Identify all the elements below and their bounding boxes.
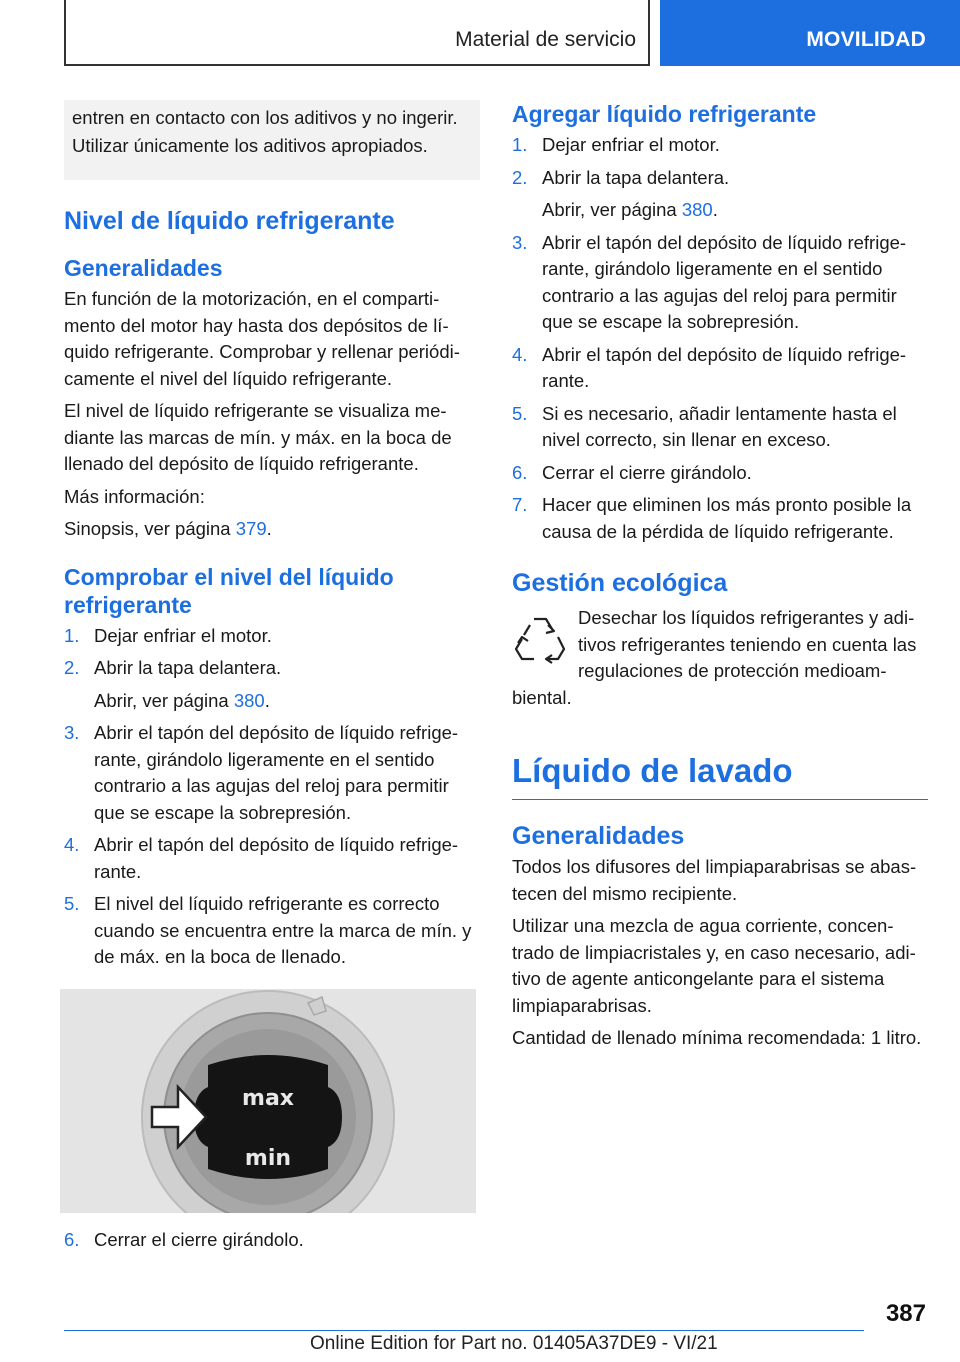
step-number: 6. <box>512 461 528 483</box>
step-number: 1. <box>512 134 528 155</box>
page-link-380[interactable]: 380 <box>681 199 713 220</box>
list-item: 5. Si es necesario, añadir lentamente hasta el nivel correcto, sin llenar en exceso. <box>512 402 897 450</box>
max-mark-label: max <box>242 1085 294 1111</box>
step-number: 5. <box>64 893 80 914</box>
list-item: 6. Cerrar el cierre girándolo. <box>64 1227 480 1254</box>
paragraph: Utilizar una mezcla de agua corriente, concentrado de limpiacristales y, en caso necesario, aditivo de agente anticongelante para el sistema limpiaparabrisas. <box>512 915 916 1016</box>
step-number: 2. <box>64 657 80 678</box>
heading-general: Generalidades <box>64 255 223 281</box>
coolant-cap-drawing <box>60 989 476 1213</box>
heading-add-coolant: Agregar líquido refrigerante <box>512 101 817 127</box>
heading-eco: Gestión ecológica <box>512 569 728 597</box>
list-item: 3. Abrir el tapón del depósito de líquido refrigerante, girándolo ligeramente en el sentido contrario a las agujas del reloj para permitir que se escape la sobrepresión. <box>512 231 907 332</box>
paragraph: En función de la motorización, en el compartimento del motor hay hasta dos depósitos de líquido refrigerante. Comprobar y rellenar periódicamente el nivel del líquido refrigerante. <box>64 288 460 389</box>
list-item: 3. Abrir el tapón del depósito de líquido refrigerante, girándolo ligeramente en el sentido contrario a las agujas del reloj para permitir que se escape la sobrepresión. <box>64 722 459 823</box>
step-number: 3. <box>512 231 528 253</box>
paragraph: Todos los difusores del limpiaparabrisas se abastecen del mismo recipiente. <box>512 856 917 904</box>
list-item: 7. Hacer que eliminen los más pronto posible la causa de la pérdida de líquido refrigerante. <box>512 494 912 542</box>
list-item: 1. Dejar enfriar el motor. <box>64 623 480 650</box>
section-title-coolant-level: Nivel de líquido refrigerante <box>64 207 395 235</box>
step-number: 1. <box>64 624 80 646</box>
eco-note <box>512 605 928 711</box>
footer-edition: Online Edition for Part no. 01405A37DE9 - VI/21 <box>310 1333 718 1354</box>
paragraph: Sinopsis, ver página 379. <box>64 518 272 539</box>
recycle-icon <box>512 611 568 667</box>
heading-check-coolant: Comprobar el nivel del líquido refrigerante <box>64 563 394 618</box>
step-number: 5. <box>512 402 528 424</box>
heading-general-washer: Generalidades <box>512 822 685 850</box>
check-steps-list <box>64 623 480 971</box>
list-item: 4. Abrir el tapón del depósito de líquido refrigerante. <box>64 834 459 882</box>
paragraph: Cantidad de llenado mínima recomendada: 1 litro. <box>512 1027 922 1048</box>
step-number: 4. <box>512 343 528 365</box>
header-section-title: Material de servicio <box>455 28 636 51</box>
paragraph: Más información: <box>64 485 205 507</box>
list-item: 5. El nivel del líquido refrigerante es correcto cuando se encuentra entre la marca de mín. y de máx. en la boca de llenado. <box>64 893 472 967</box>
chapter-tab[interactable] <box>660 0 960 66</box>
paragraph: El nivel de líquido refrigerante se visualiza mediante las marcas de mín. y máx. en la boca de llenado del depósito de líquido refrigerante. <box>64 400 452 474</box>
note-text: entren en contacto con los aditivos y no ingerir. Utilizar únicamente los aditivos apropiados. <box>72 107 458 156</box>
add-steps-list <box>512 132 928 545</box>
list-item: 4. Abrir el tapón del depósito de líquido refrigerante. <box>512 343 907 391</box>
list-item: 2. Abrir la tapa delantera. Abrir, ver página 380. <box>512 166 730 220</box>
note-box <box>64 100 480 180</box>
min-mark-label: min <box>244 1145 292 1171</box>
page-link-380[interactable]: 380 <box>233 689 265 711</box>
coolant-cap-illustration <box>60 989 476 1213</box>
list-item: 2. Abrir la tapa delantera. Abrir, ver página 380. <box>64 657 282 711</box>
step-number: 4. <box>64 834 80 855</box>
step-number: 6. <box>64 1228 80 1250</box>
list-item: 1. Dejar enfriar el motor. <box>512 132 928 159</box>
page-link-379[interactable]: 379 <box>235 518 267 539</box>
eco-text: Desechar los líquidos refrigerantes y aditivos refrigerantes teniendo en cuenta las regulaciones de protección medioambiental. <box>512 607 917 708</box>
step-number: 2. <box>512 166 528 188</box>
right-column <box>512 100 928 1058</box>
header-box <box>64 0 650 66</box>
footer-rule <box>64 1330 864 1331</box>
step-number: 3. <box>64 722 80 743</box>
check-steps-list-continued <box>64 1227 480 1254</box>
chapter-tab-label: MOVILIDAD <box>806 28 926 51</box>
chapter-title-washer-fluid: Líquido de lavado <box>512 751 928 800</box>
step-number: 7. <box>512 494 528 515</box>
list-item: 6. Cerrar el cierre girándolo. <box>512 460 928 487</box>
page-number: 387 <box>885 1300 926 1327</box>
left-column <box>64 100 480 1263</box>
